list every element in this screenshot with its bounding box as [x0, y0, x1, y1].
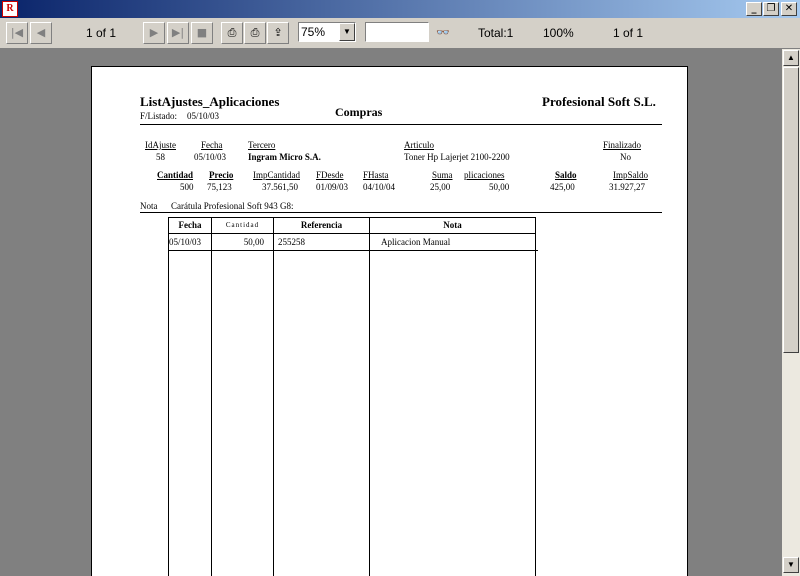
- zoom-value: 75%: [301, 25, 326, 39]
- date-value: 05/10/03: [187, 111, 220, 121]
- toolbar: [0, 18, 800, 49]
- minimize-button[interactable]: _: [746, 2, 762, 16]
- column-header-nota: Nota: [443, 220, 462, 230]
- fecha-value: 05/10/03: [194, 152, 227, 162]
- percent-label: 100%: [543, 26, 574, 40]
- last-page-icon[interactable]: ▶|: [167, 22, 189, 44]
- articulo-label: Articulo: [404, 140, 434, 150]
- finalizado-value: No: [620, 152, 631, 162]
- page-count-label: 1 of 1: [613, 26, 644, 40]
- impsaldo-label: ImpSaldo: [613, 170, 648, 180]
- search-input[interactable]: [365, 22, 429, 42]
- next-page-icon[interactable]: ▶: [143, 22, 165, 44]
- stop-icon[interactable]: ■: [191, 22, 213, 44]
- binoculars-icon[interactable]: 👓: [436, 26, 450, 39]
- impcantidad-label: ImpCantidad: [253, 170, 300, 180]
- vertical-scrollbar[interactable]: [782, 49, 800, 576]
- restore-button[interactable]: ❐: [763, 2, 779, 16]
- table-header-border: [168, 233, 536, 234]
- cell-nota: Aplicacion Manual: [381, 237, 451, 247]
- first-page-icon[interactable]: |◀: [6, 22, 28, 44]
- print-setup-icon[interactable]: ⎙: [244, 22, 266, 44]
- table-line: [211, 217, 212, 576]
- chevron-down-icon[interactable]: ▼: [339, 23, 355, 41]
- company-name: Profesional Soft S.L.: [542, 94, 656, 109]
- table-row-border: [168, 250, 538, 251]
- idajuste-value: 58: [156, 152, 165, 162]
- divider: [140, 124, 662, 125]
- column-header-fecha: Fecha: [178, 220, 202, 230]
- fdesde-label: FDesde: [316, 170, 344, 180]
- date-label: F/Listado:: [140, 111, 178, 121]
- suma-value: 25,00: [430, 182, 451, 192]
- scroll-thumb[interactable]: [783, 67, 799, 353]
- table-line: [168, 217, 169, 576]
- app-icon[interactable]: R: [2, 1, 18, 17]
- column-header-referencia: Referencia: [300, 220, 343, 230]
- table-line: [369, 217, 370, 576]
- tercero-label: Tercero: [248, 140, 276, 150]
- report-title: ListAjustes_Aplicaciones: [140, 94, 280, 109]
- cantidad-value: 500: [180, 182, 194, 192]
- table-line: [273, 217, 274, 576]
- cell-fecha: 05/10/03: [169, 237, 202, 247]
- aplicaciones-value: 50,00: [489, 182, 510, 192]
- idajuste-label: IdAjuste: [145, 140, 176, 150]
- zoom-select[interactable]: [298, 22, 356, 42]
- report-subtitle: Compras: [335, 105, 383, 119]
- impsaldo-value: 31.927,27: [609, 182, 645, 192]
- finalizado-label: Finalizado: [603, 140, 641, 150]
- prev-page-icon[interactable]: ◀: [30, 22, 52, 44]
- fecha-label: Fecha: [201, 140, 223, 150]
- report-viewer[interactable]: [0, 49, 782, 576]
- saldo-value: 425,00: [550, 182, 575, 192]
- close-button[interactable]: ✕: [781, 2, 797, 16]
- print-icon[interactable]: ⎙: [221, 22, 243, 44]
- fhasta-label: FHasta: [363, 170, 389, 180]
- precio-value: 75,123: [207, 182, 232, 192]
- saldo-label: Saldo: [555, 170, 577, 180]
- nota-label: Nota: [140, 201, 158, 211]
- scroll-up-icon[interactable]: ▲: [783, 50, 799, 66]
- impcantidad-value: 37.561,50: [262, 182, 298, 192]
- aplicaciones-label: plicaciones: [464, 170, 505, 180]
- fhasta-value: 04/10/04: [363, 182, 396, 192]
- cell-referencia: 255258: [278, 237, 305, 247]
- nota-value: Carátula Profesional Soft 943 G8:: [171, 201, 294, 211]
- suma-label: Suma: [432, 170, 453, 180]
- title-bar: [0, 0, 800, 18]
- cell-cantidad: 50,00: [243, 237, 264, 247]
- page-indicator: 1 of 1: [86, 26, 117, 40]
- precio-label: Precio: [209, 170, 234, 180]
- table-line: [535, 217, 536, 576]
- column-header-cantidad: Cantidad: [225, 221, 260, 229]
- export-icon[interactable]: ⇪: [267, 22, 289, 44]
- tercero-value: Ingram Micro S.A.: [248, 152, 321, 162]
- divider: [140, 212, 662, 213]
- cantidad-label: Cantidad: [157, 170, 194, 180]
- report-page: [91, 66, 688, 576]
- fdesde-value: 01/09/03: [316, 182, 349, 192]
- table-top-border: [168, 217, 536, 218]
- articulo-value: Toner Hp Lajerjet 2100-2200: [404, 152, 510, 162]
- total-label: Total:1: [478, 26, 514, 40]
- scroll-down-icon[interactable]: ▼: [783, 557, 799, 573]
